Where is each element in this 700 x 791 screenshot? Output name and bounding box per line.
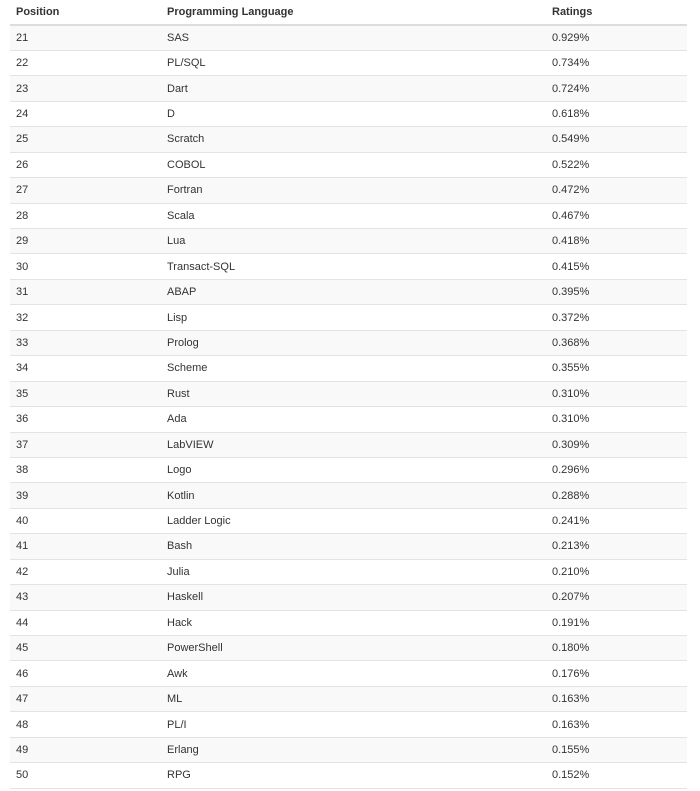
position-cell: 46 [10, 661, 161, 686]
position-cell: 31 [10, 279, 161, 304]
rating-cell: 0.241% [546, 508, 687, 533]
rating-cell: 0.724% [546, 76, 687, 101]
position-cell: 25 [10, 127, 161, 152]
table-header [10, 0, 687, 25]
language-cell: Julia [161, 559, 546, 584]
position-cell: 30 [10, 254, 161, 279]
position-cell: 21 [10, 25, 161, 50]
position-cell: 23 [10, 76, 161, 101]
table-row [10, 330, 687, 355]
rating-cell: 0.309% [546, 432, 687, 457]
position-cell: 48 [10, 712, 161, 737]
table-row [10, 25, 687, 50]
language-cell: Lua [161, 229, 546, 254]
rating-cell: 0.368% [546, 330, 687, 355]
rating-cell: 0.176% [546, 661, 687, 686]
language-cell: Prolog [161, 330, 546, 355]
language-cell: Ladder Logic [161, 508, 546, 533]
ratings-table [10, 0, 687, 789]
rating-cell: 0.210% [546, 559, 687, 584]
language-cell: Kotlin [161, 483, 546, 508]
rating-cell: 0.415% [546, 254, 687, 279]
rating-cell: 0.310% [546, 407, 687, 432]
language-cell: Erlang [161, 737, 546, 762]
language-cell: Lisp [161, 305, 546, 330]
position-cell: 29 [10, 229, 161, 254]
table-row [10, 203, 687, 228]
table-row [10, 356, 687, 381]
rating-cell: 0.472% [546, 178, 687, 203]
header-row [10, 0, 687, 25]
rating-cell: 0.155% [546, 737, 687, 762]
position-cell: 28 [10, 203, 161, 228]
position-cell: 35 [10, 381, 161, 406]
table-row [10, 127, 687, 152]
header-language: Programming Language [161, 0, 546, 25]
language-cell: Scratch [161, 127, 546, 152]
table-row [10, 152, 687, 177]
rating-cell: 0.522% [546, 152, 687, 177]
rating-cell: 0.618% [546, 101, 687, 126]
table-row [10, 636, 687, 661]
language-cell: Bash [161, 534, 546, 559]
table-row [10, 610, 687, 635]
table-row [10, 661, 687, 686]
position-cell: 34 [10, 356, 161, 381]
header-ratings: Ratings [546, 0, 687, 25]
language-cell: PL/I [161, 712, 546, 737]
rating-cell: 0.395% [546, 279, 687, 304]
rating-cell: 0.163% [546, 712, 687, 737]
position-cell: 32 [10, 305, 161, 330]
table-row [10, 381, 687, 406]
position-cell: 39 [10, 483, 161, 508]
table-row [10, 178, 687, 203]
position-cell: 27 [10, 178, 161, 203]
position-cell: 43 [10, 585, 161, 610]
language-cell: Haskell [161, 585, 546, 610]
position-cell: 36 [10, 407, 161, 432]
table-row [10, 737, 687, 762]
rating-cell: 0.207% [546, 585, 687, 610]
table-row [10, 508, 687, 533]
rating-cell: 0.549% [546, 127, 687, 152]
header-position: Position [10, 0, 161, 25]
rating-cell: 0.310% [546, 381, 687, 406]
rating-cell: 0.163% [546, 686, 687, 711]
rating-cell: 0.929% [546, 25, 687, 50]
rating-cell: 0.152% [546, 763, 687, 788]
language-cell: Hack [161, 610, 546, 635]
language-cell: Logo [161, 457, 546, 482]
table-row [10, 457, 687, 482]
language-cell: RPG [161, 763, 546, 788]
language-cell: Dart [161, 76, 546, 101]
table-row [10, 254, 687, 279]
language-cell: Awk [161, 661, 546, 686]
position-cell: 49 [10, 737, 161, 762]
rating-cell: 0.467% [546, 203, 687, 228]
table-row [10, 229, 687, 254]
table-row [10, 483, 687, 508]
language-cell: Scala [161, 203, 546, 228]
language-cell: Scheme [161, 356, 546, 381]
position-cell: 47 [10, 686, 161, 711]
language-cell: Rust [161, 381, 546, 406]
table-row [10, 50, 687, 75]
position-cell: 41 [10, 534, 161, 559]
language-cell: COBOL [161, 152, 546, 177]
position-cell: 26 [10, 152, 161, 177]
position-cell: 42 [10, 559, 161, 584]
language-cell: D [161, 101, 546, 126]
position-cell: 40 [10, 508, 161, 533]
language-cell: PL/SQL [161, 50, 546, 75]
rating-cell: 0.734% [546, 50, 687, 75]
table-row [10, 305, 687, 330]
language-cell: Transact-SQL [161, 254, 546, 279]
rating-cell: 0.288% [546, 483, 687, 508]
language-cell: Ada [161, 407, 546, 432]
position-cell: 33 [10, 330, 161, 355]
language-cell: SAS [161, 25, 546, 50]
position-cell: 37 [10, 432, 161, 457]
position-cell: 45 [10, 636, 161, 661]
table-row [10, 279, 687, 304]
rating-cell: 0.355% [546, 356, 687, 381]
rating-cell: 0.180% [546, 636, 687, 661]
table-body [10, 25, 687, 788]
table-row [10, 712, 687, 737]
table-row [10, 432, 687, 457]
position-cell: 38 [10, 457, 161, 482]
table-row [10, 76, 687, 101]
table-row [10, 559, 687, 584]
language-cell: PowerShell [161, 636, 546, 661]
rating-cell: 0.213% [546, 534, 687, 559]
table-row [10, 534, 687, 559]
table-row [10, 686, 687, 711]
rating-cell: 0.296% [546, 457, 687, 482]
ratings-table-container [10, 0, 687, 789]
language-cell: ML [161, 686, 546, 711]
position-cell: 44 [10, 610, 161, 635]
language-cell: ABAP [161, 279, 546, 304]
rating-cell: 0.191% [546, 610, 687, 635]
table-row [10, 585, 687, 610]
position-cell: 50 [10, 763, 161, 788]
position-cell: 24 [10, 101, 161, 126]
table-row [10, 763, 687, 788]
language-cell: Fortran [161, 178, 546, 203]
language-cell: LabVIEW [161, 432, 546, 457]
rating-cell: 0.372% [546, 305, 687, 330]
table-row [10, 407, 687, 432]
table-row [10, 101, 687, 126]
rating-cell: 0.418% [546, 229, 687, 254]
position-cell: 22 [10, 50, 161, 75]
